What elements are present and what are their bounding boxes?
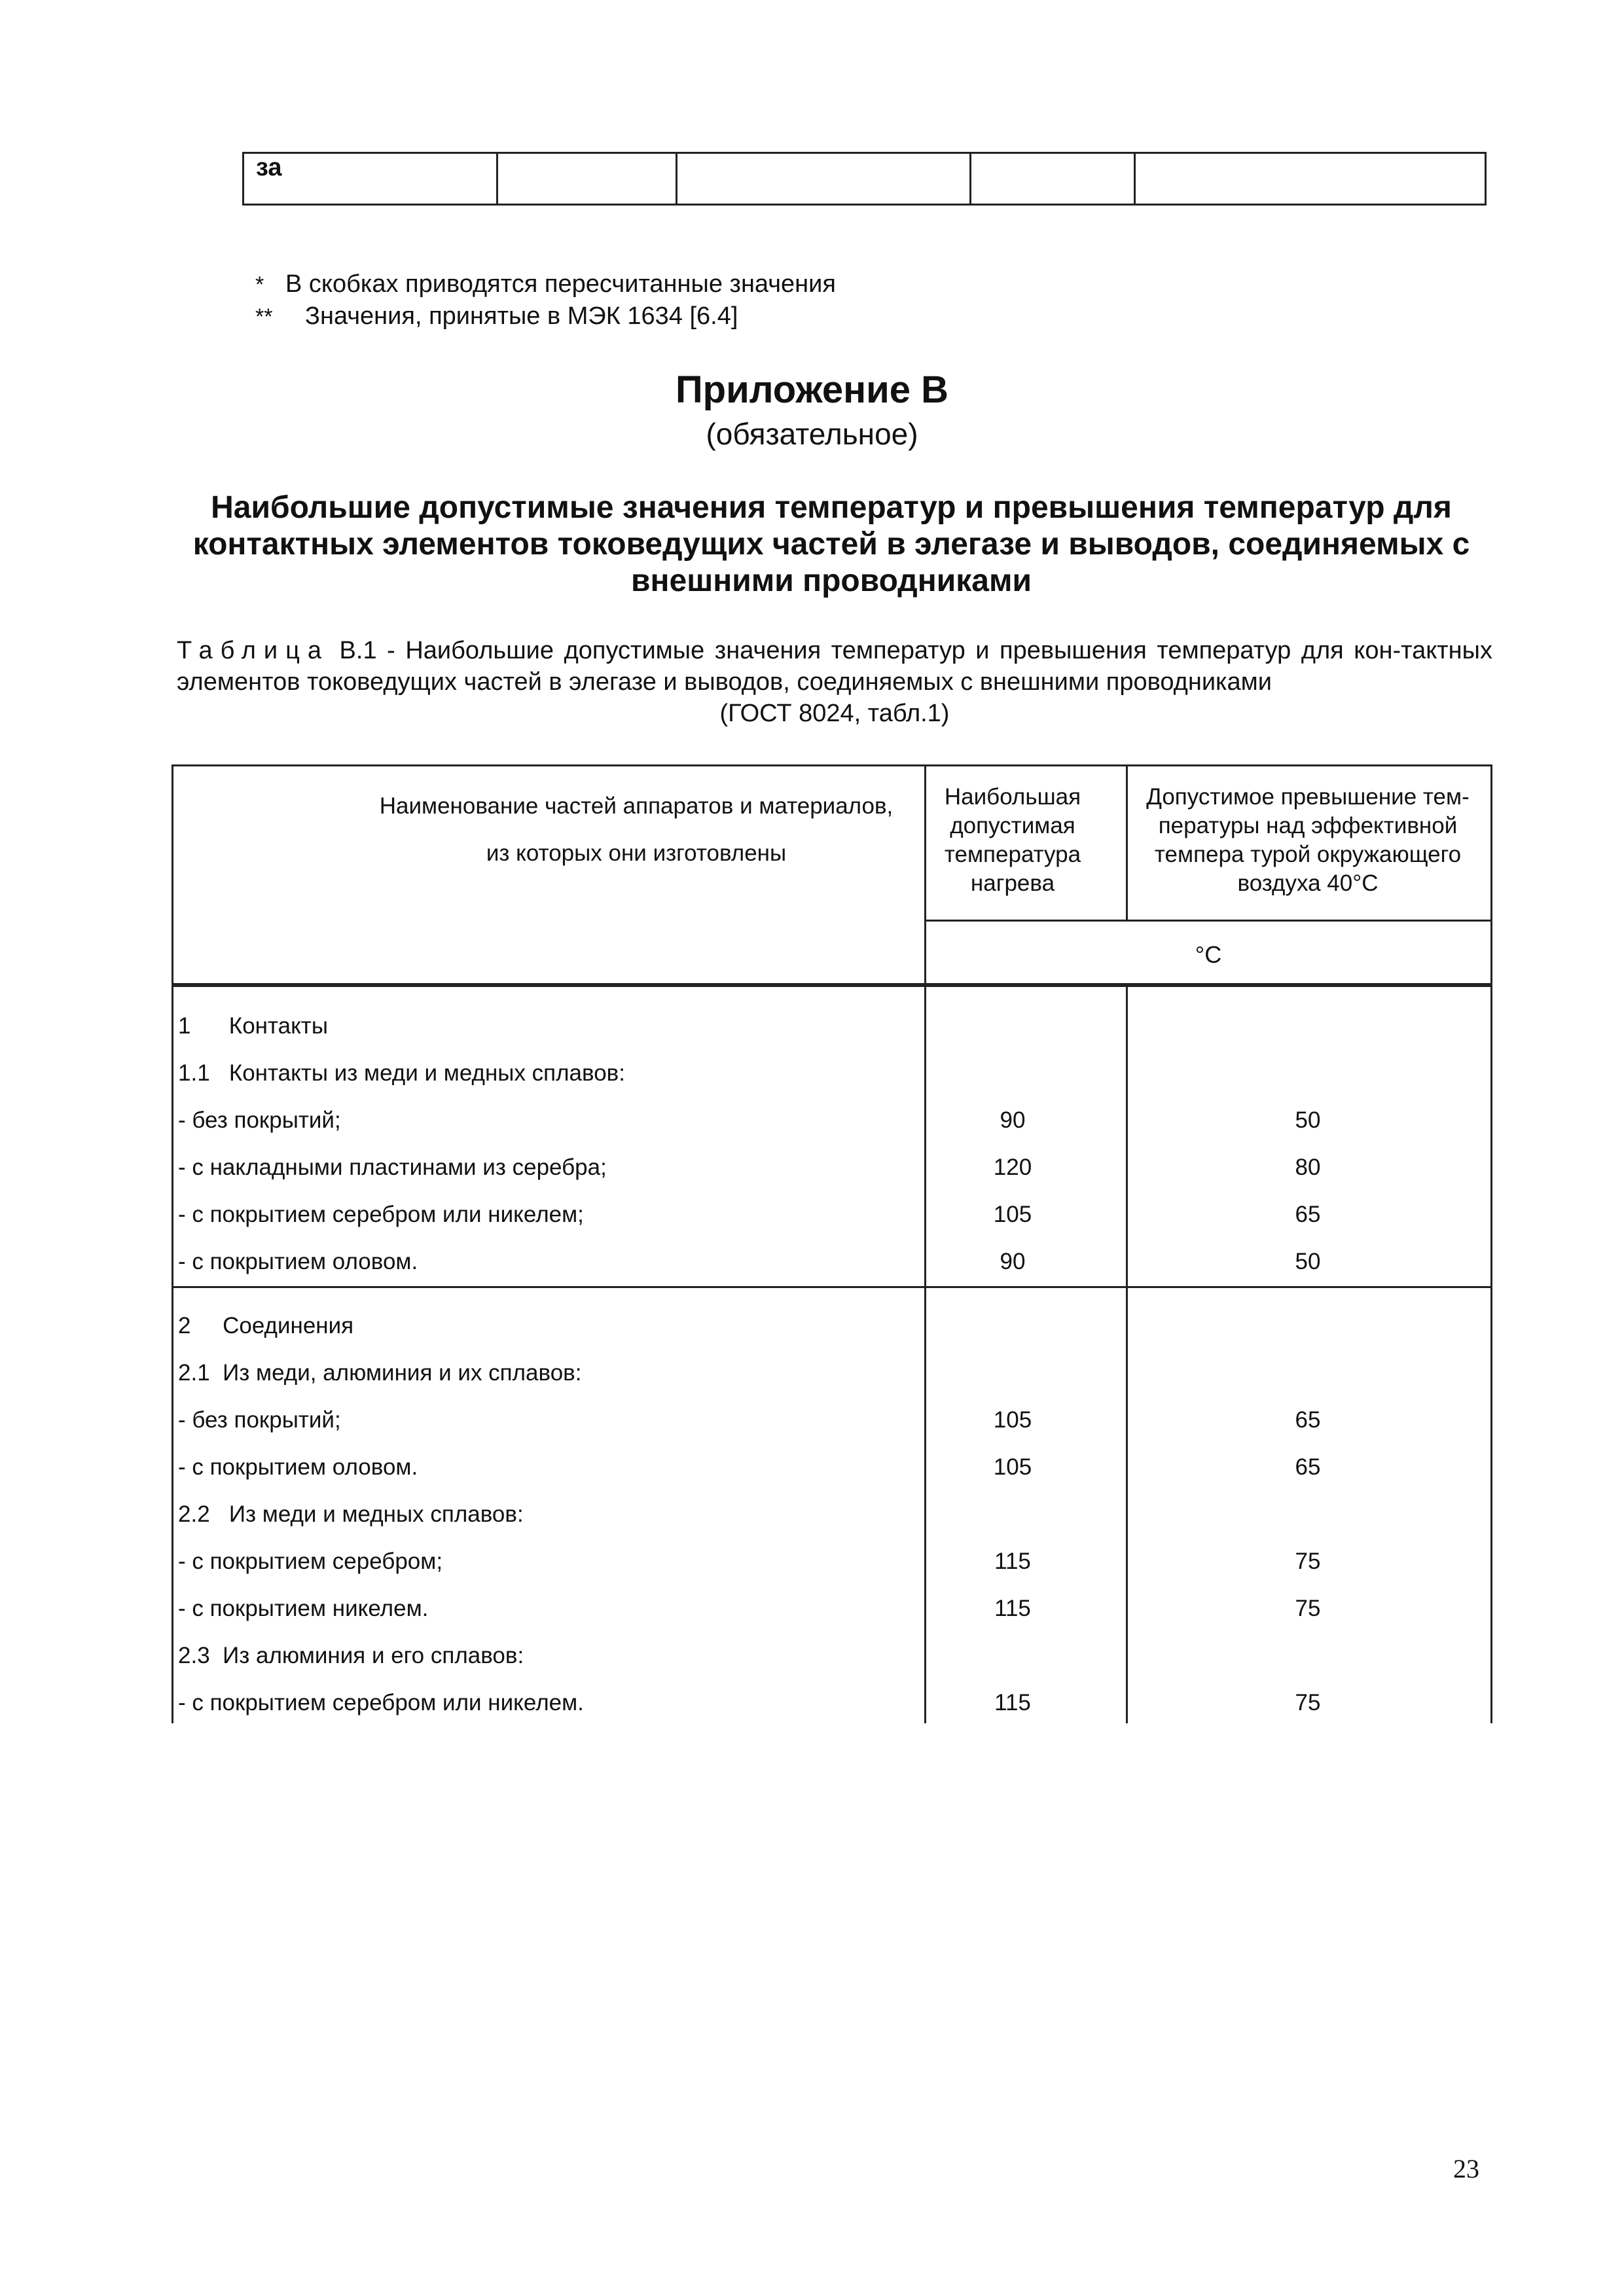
row-label: 1.1 Контакты из меди и медных сплавов: [178, 1060, 625, 1086]
table-cell [1135, 153, 1486, 205]
table-cell [677, 153, 971, 205]
row-label: - без покрытий; [178, 1407, 341, 1433]
rise-value: 50 [1295, 1107, 1321, 1133]
row-label: - с покрытием серебром или никелем. [178, 1690, 584, 1715]
table-row [171, 1100, 1492, 1147]
max-temp-value: 105 [993, 1202, 1032, 1227]
rise-value: 65 [1295, 1407, 1321, 1433]
rise-value: 50 [1295, 1249, 1321, 1274]
max-temp-value: 90 [1000, 1249, 1026, 1274]
rise-value: 75 [1295, 1549, 1321, 1574]
rise-value: 65 [1295, 1202, 1321, 1227]
rise-value: 65 [1295, 1454, 1321, 1480]
table-caption [177, 635, 1492, 729]
table-row [171, 1682, 1492, 1729]
table-row [171, 1494, 1492, 1541]
header-text: из которых они изготовлены [486, 840, 787, 866]
footnote [255, 268, 836, 300]
header-unit: °С [1195, 941, 1222, 968]
footnotes [255, 268, 836, 332]
footnote-mark: * [255, 272, 264, 297]
row-label: - с покрытием серебром; [178, 1549, 443, 1574]
row-label: 2.2 Из меди и медных сплавов: [178, 1501, 524, 1527]
row-label: - с покрытием оловом. [178, 1249, 418, 1274]
table-row [171, 1147, 1492, 1194]
table-row [171, 1194, 1492, 1241]
table-row [171, 1305, 1492, 1352]
row-label: 1 Контакты [178, 1013, 328, 1039]
row-label: 2.3 Из алюминия и его сплавов: [178, 1643, 524, 1668]
row-label: - с накладными пластинами из серебра; [178, 1155, 607, 1180]
row-label: - с покрытием серебром или никелем; [178, 1202, 584, 1227]
rise-value: 75 [1295, 1690, 1321, 1715]
table-row [171, 1005, 1492, 1052]
page-number: 23 [1453, 2154, 1479, 2183]
table-cell [971, 153, 1135, 205]
row-label: - без покрытий; [178, 1107, 341, 1133]
caption-number: В.1 - [329, 637, 406, 664]
table-row [171, 1399, 1492, 1446]
table-row [244, 153, 1486, 205]
row-label: 2.1 Из меди, алюминия и их сплавов: [178, 1360, 582, 1386]
rise-value: 75 [1295, 1596, 1321, 1621]
footnote-text: В скобках приводятся пересчитанные значения [285, 270, 836, 298]
max-temp-value: 90 [1000, 1107, 1026, 1133]
max-temp-value: 115 [994, 1596, 1031, 1621]
caption-source: (ГОСТ 8024, табл.1) [719, 700, 950, 727]
divider [924, 920, 1492, 922]
max-temp-value: 120 [993, 1155, 1032, 1180]
row-label: - с покрытием никелем. [178, 1596, 429, 1621]
max-temp-value: 105 [993, 1407, 1032, 1433]
appendix-title: Приложение В [675, 368, 949, 411]
continuation-table [242, 152, 1487, 206]
table-row [171, 1588, 1492, 1635]
appendix-subtitle: (обязательное) [706, 417, 918, 451]
footnote-mark: ** [255, 304, 273, 329]
header-col-max-temp: Наибольшая допустимая температура нагрева [944, 784, 1081, 896]
footnote [255, 300, 836, 332]
max-temp-value: 115 [994, 1690, 1031, 1715]
table-row [171, 1241, 1492, 1288]
temperature-table [171, 764, 1492, 1723]
table-row [171, 1541, 1492, 1588]
table-row [171, 1352, 1492, 1399]
divider [171, 983, 1492, 985]
rise-value: 80 [1295, 1155, 1321, 1180]
row-label: - с покрытием оловом. [178, 1454, 418, 1480]
footnote-text: Значения, принятые в МЭК 1634 [6.4] [305, 302, 738, 330]
table-row [171, 1052, 1492, 1100]
section-heading: Наибольшие допустимые значения температур и превышения температур для контактных элементов токоведущих частей в элегазе и выводов, соединяемых с внешними проводниками [192, 490, 1470, 598]
row-label: 2 Соединения [178, 1313, 354, 1338]
table-cell: за [244, 153, 497, 205]
table-cell [497, 153, 677, 205]
table-row [171, 1446, 1492, 1494]
caption-text: Наибольшие допустимые значения температур и превышения температур для кон-тактных элементов токоведущих частей в элегазе и выводов, соединяемых с внешними проводниками [177, 637, 1492, 696]
header-col-rise: Допустимое превышение тем-пературы над эффективной темпера турой окружающего воздуха 40°С [1146, 784, 1470, 896]
header-text: Наименование частей аппаратов и материалов, [379, 793, 893, 819]
table-row [171, 1635, 1492, 1682]
max-temp-value: 115 [994, 1549, 1031, 1574]
caption-label: Таблица [177, 637, 329, 664]
max-temp-value: 105 [993, 1454, 1032, 1480]
